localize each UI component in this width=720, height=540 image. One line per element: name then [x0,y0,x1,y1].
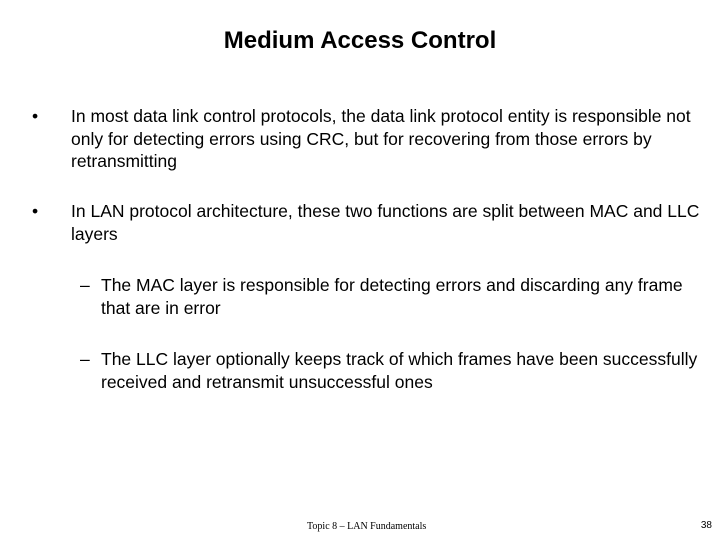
page-number: 38 [700,520,712,531]
sub-bullet-marker: – [80,349,90,369]
sub-bullet-item [80,274,712,319]
slide-title: Medium Access Control [223,27,497,54]
sub-bullet-text: The LLC layer optionally keeps track of which frames have been successfully received and retransmit unsuccessful ones [101,349,698,392]
bullet-item [32,200,712,245]
bullet-marker: • [32,106,39,126]
sub-bullet-item [80,348,712,393]
bullet-text: In LAN protocol architecture, these two functions are split between MAC and LLC layers [71,201,700,244]
bullet-item [32,105,712,173]
bullet-text: In most data link control protocols, the data link protocol entity is responsible not only for detecting errors using CRC, but for recovering from those errors by retransmitting [71,106,691,171]
sub-bullet-text: The MAC layer is responsible for detecting errors and discarding any frame that are in error [101,275,683,318]
footer-topic: Topic 8 – LAN Fundamentals [307,521,427,532]
sub-bullet-marker: – [80,275,90,295]
bullet-marker: • [32,201,39,221]
